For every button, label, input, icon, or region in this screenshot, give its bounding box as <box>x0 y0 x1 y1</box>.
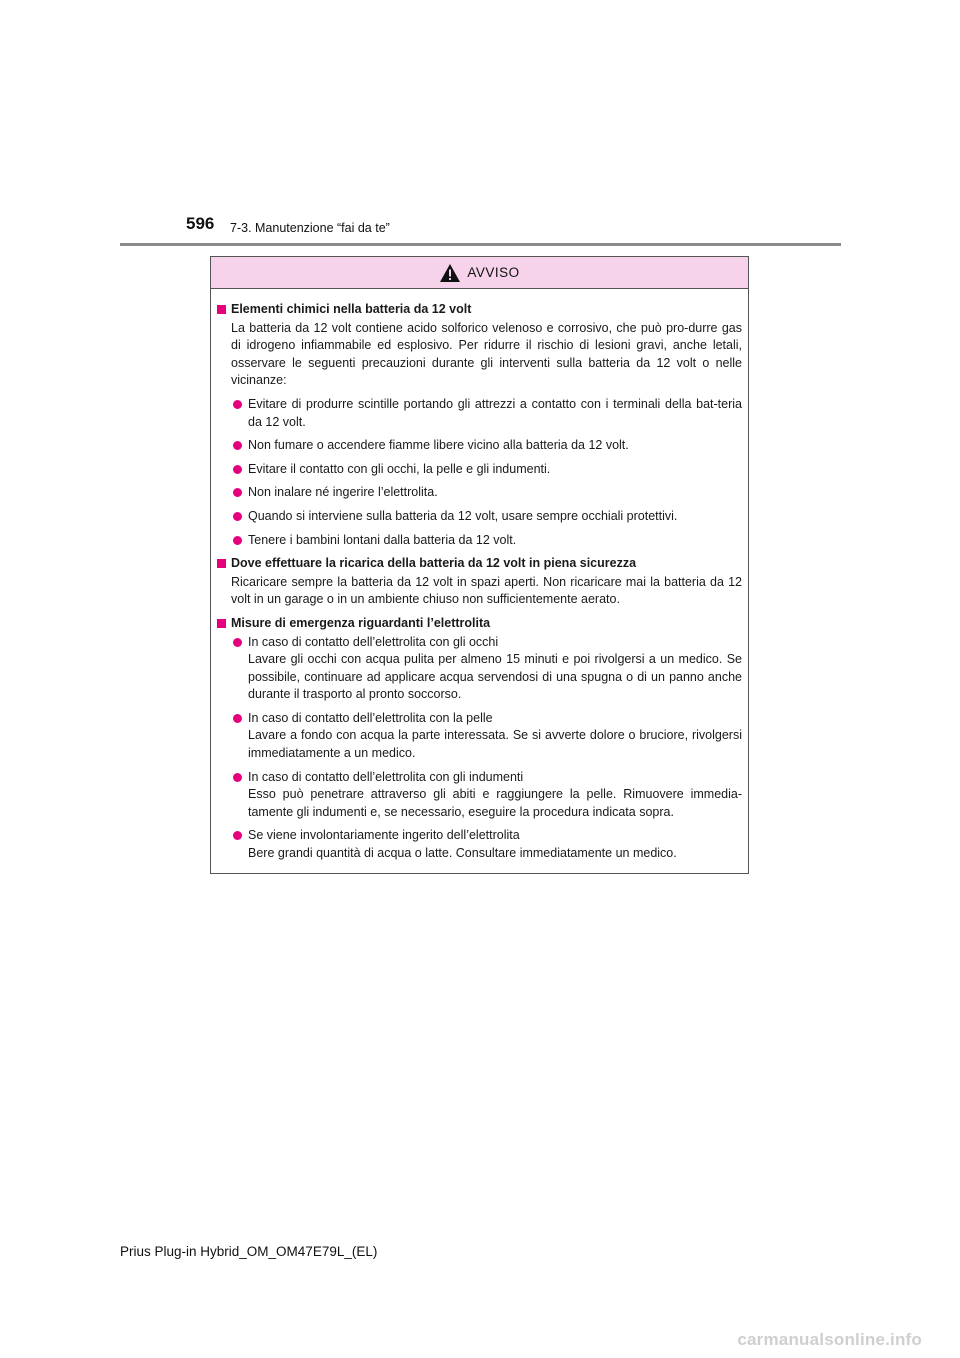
section-heading <box>217 555 742 573</box>
section-paragraph: Ricaricare sempre la batteria da 12 volt in spazi aperti. Non ricaricare mai la batteria da 12 volt in un garage o in un ambiente chiuso non sufficientemente aerato. <box>231 574 742 607</box>
section-title: 7-3. Manutenzione “fai da te” <box>230 221 390 235</box>
round-bullet-icon <box>233 638 242 647</box>
watermark: carmanualsonline.info <box>737 1330 922 1349</box>
square-bullet-icon <box>217 619 226 628</box>
bullet-text: Tenere i bambini lontani dalla batteria da 12 volt. <box>248 532 517 547</box>
bullet-text: Non fumare o accendere fiamme libere vicino alla batteria da 12 volt. <box>248 438 629 453</box>
round-bullet-icon <box>233 441 242 450</box>
bullet-item <box>217 396 742 431</box>
bullet-head: In caso di contatto dell’elettrolita con la pelle <box>248 710 493 725</box>
bullet-text: Lavare gli occhi con acqua pulita per almeno 15 minuti e poi rivolgersi a un medico. Se possibile, continuare ad applicare acqua servendosi di una spugna o di un panno anche durante il trasporto al pronto soccorso. <box>248 652 742 702</box>
bullet-text: Quando si interviene sulla batteria da 12 volt, usare sempre occhiali protettivi. <box>248 508 678 523</box>
bullet-item <box>217 827 742 862</box>
bullet-text: Non inalare né ingerire l’elettrolita. <box>248 485 438 500</box>
bullet-item <box>217 484 742 502</box>
warning-label: AVVISO <box>467 265 520 280</box>
section-heading <box>217 301 742 319</box>
warning-body <box>211 289 748 863</box>
bullet-text: Bere grandi quantità di acqua o latte. Consultare immediatamente un medico. <box>248 846 677 861</box>
warning-header <box>211 257 748 289</box>
round-bullet-icon <box>233 400 242 409</box>
warning-triangle-icon <box>439 263 461 283</box>
round-bullet-icon <box>233 512 242 521</box>
round-bullet-icon <box>233 831 242 840</box>
bullet-head: In caso di contatto dell’elettrolita con gli indumenti <box>248 769 524 784</box>
section-paragraph: La batteria da 12 volt contiene acido solforico velenoso e corrosivo, che può pro-durre gas di idrogeno infiammabile ed esplosivo. Per ridurre il rischio di lesioni gravi, anche letali, osservare le seguenti precauzioni durante gli interventi sulla batteria da 12 volt o nelle vicinanze: <box>231 320 742 388</box>
warning-box <box>210 256 749 874</box>
bullet-item <box>217 508 742 526</box>
bullet-item <box>217 634 742 704</box>
round-bullet-icon <box>233 773 242 782</box>
square-bullet-icon <box>217 559 226 568</box>
bullet-text: Evitare di produrre scintille portando gli attrezzi a contatto con i terminali della bat-teria da 12 volt. <box>248 396 742 429</box>
section-heading-text: Dove effettuare la ricarica della batteria da 12 volt in piena sicurezza <box>231 556 637 571</box>
bullet-item <box>217 769 742 822</box>
bullet-item <box>217 461 742 479</box>
round-bullet-icon <box>233 714 242 723</box>
bullet-item <box>217 437 742 455</box>
section-heading-text: Misure di emergenza riguardanti l’elettrolita <box>231 615 491 630</box>
bullet-text: Esso può penetrare attraverso gli abiti e raggiungere la pelle. Rimuovere immedia-tamente gli indumenti e, se necessario, eseguire la procedura indicata sopra. <box>248 787 742 819</box>
bullet-text: Lavare a fondo con acqua la parte interessata. Se si avverte dolore o bruciore, rivolgersi immediatamente a un medico. <box>248 728 742 761</box>
round-bullet-icon <box>233 488 242 497</box>
bullet-item <box>217 710 742 763</box>
round-bullet-icon <box>233 536 242 545</box>
bullet-head: In caso di contatto dell’elettrolita con gli occhi <box>248 634 499 649</box>
round-bullet-icon <box>233 465 242 474</box>
page-number: 596 <box>186 214 215 233</box>
square-bullet-icon <box>217 305 226 314</box>
bullet-head: Se viene involontariamente ingerito dell’elettrolita <box>248 828 520 843</box>
bullet-text: Evitare il contatto con gli occhi, la pelle e gli indumenti. <box>248 461 551 476</box>
header-rule <box>120 243 841 246</box>
section-heading <box>217 615 742 633</box>
section-heading-text: Elementi chimici nella batteria da 12 volt <box>231 302 472 316</box>
bullet-item <box>217 532 742 550</box>
footer-manual-id: Prius Plug-in Hybrid_OM_OM47E79L_(EL) <box>120 1244 378 1259</box>
